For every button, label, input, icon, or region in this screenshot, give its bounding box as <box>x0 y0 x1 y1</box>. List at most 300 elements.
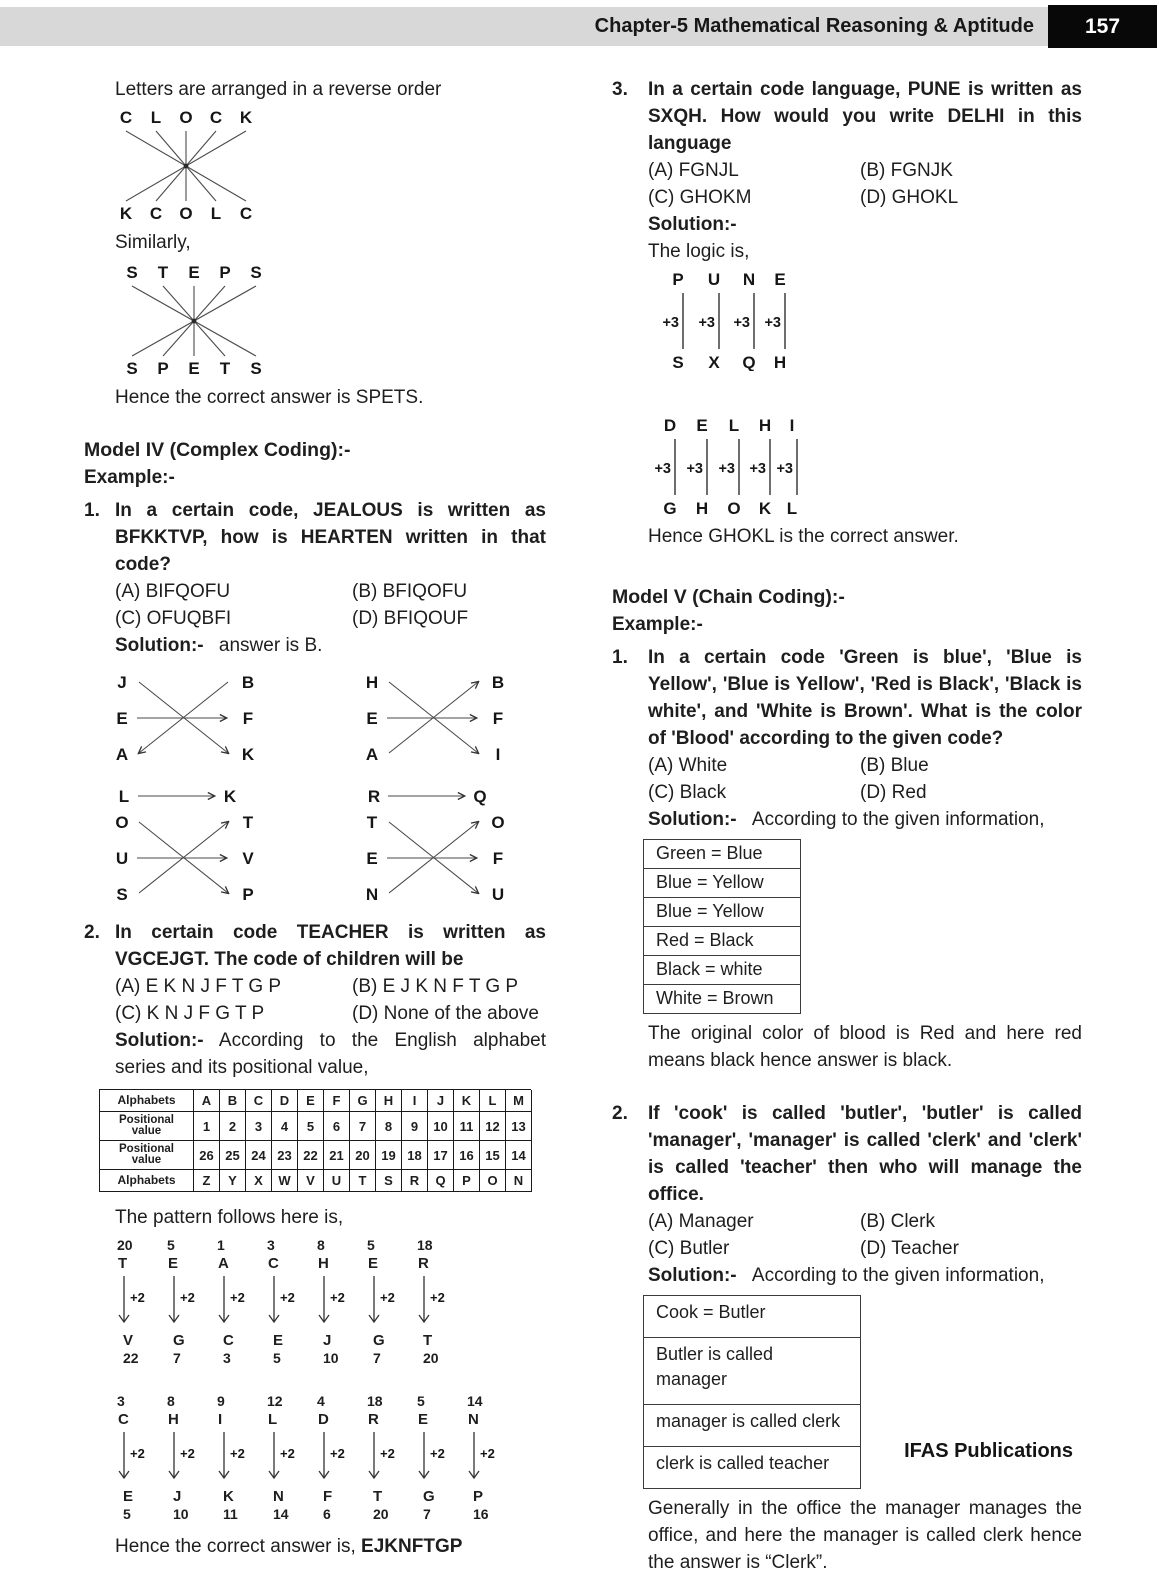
question-2-right-options <box>612 1208 1082 1262</box>
alphabet-cell: U <box>324 1170 350 1192</box>
diagram-letter: P <box>672 270 684 289</box>
diagram-letter: L <box>210 204 222 223</box>
question-2-right <box>612 1100 1082 1208</box>
alphabet-cell: S <box>376 1170 402 1192</box>
chain-table-row: Green = Blue <box>644 840 800 869</box>
diagram-letter: T <box>242 813 254 832</box>
diagram-letter: E <box>366 709 378 728</box>
diagram-letter: U <box>115 849 129 868</box>
plus-two-arrow <box>317 1431 349 1485</box>
shift-label: +2 <box>430 1290 445 1305</box>
right-column <box>612 76 1082 1576</box>
diagram-letter: J <box>117 673 127 692</box>
shift-label: +3 <box>733 315 750 331</box>
position-cell: 13 <box>506 1112 532 1141</box>
publisher-name: IFAS Publications <box>904 1440 1073 1462</box>
solution-label: Solution:- <box>648 214 737 235</box>
top-letter: E <box>368 1255 379 1272</box>
alphabet-cell: O <box>480 1170 506 1192</box>
question-3-options <box>612 157 1082 211</box>
diagram-letter: C <box>149 204 163 223</box>
conclusion-text: Hence the correct answer is, <box>115 1536 362 1557</box>
question-number: 1. <box>612 647 628 668</box>
position-cell: 22 <box>298 1141 324 1170</box>
diagram-letter: U <box>491 885 505 904</box>
bottom-position-value: 11 <box>223 1506 238 1522</box>
clock-reversal-diagram <box>112 109 262 223</box>
position-cell: 1 <box>194 1112 220 1141</box>
position-cell: 19 <box>376 1141 402 1170</box>
top-letter: T <box>118 1255 128 1272</box>
option-item: (B) Blue <box>860 755 929 776</box>
alphabet-cell: R <box>402 1170 428 1192</box>
question-1-options <box>84 578 546 632</box>
position-cell: 3 <box>246 1112 272 1141</box>
diagram-letter: Q <box>742 353 756 371</box>
diagram-letter: P <box>242 885 254 904</box>
bottom-position-value: 5 <box>273 1350 281 1366</box>
model-v-heading: Model V (Chain Coding):- <box>612 586 845 608</box>
alphabet-cell: W <box>272 1170 298 1192</box>
question-2-right-solution <box>612 1262 1082 1289</box>
question-3-conclusion: Hence GHOKL is the correct answer. <box>648 526 959 547</box>
chain-table-row: Black = white <box>644 956 800 985</box>
pune-code-diagram <box>638 269 818 371</box>
table-row-label: Positional value <box>100 1141 194 1170</box>
diagram-letter: K <box>239 109 253 127</box>
diagram-letter: A <box>365 745 379 764</box>
bottom-position-value: 20 <box>423 1350 439 1366</box>
diagram-letter: L <box>150 109 162 127</box>
option-item: (A) BIFQOFU <box>115 581 231 602</box>
steps-conclusion: Hence the correct answer is SPETS. <box>115 387 424 408</box>
top-letter: R <box>368 1411 379 1428</box>
plus-two-arrow <box>317 1275 349 1329</box>
conclusion-answer: EJKNFTGP <box>361 1536 463 1557</box>
alphabet-cell: Q <box>428 1170 454 1192</box>
alphabet-cell: E <box>298 1090 324 1112</box>
position-cell: 11 <box>454 1112 480 1141</box>
chapter-header-bar <box>0 7 1048 46</box>
diagram-letter: I <box>495 745 501 764</box>
option-item: (D) BFIQOUF <box>352 608 469 629</box>
diagram-letter: Q <box>473 787 487 806</box>
pattern-intro: The pattern follows here is, <box>115 1207 344 1228</box>
bottom-letter: G <box>373 1332 385 1349</box>
diagram-letter: H <box>758 416 772 435</box>
alphabet-cell: X <box>246 1170 272 1192</box>
top-letter: A <box>218 1255 229 1272</box>
top-letter: I <box>218 1411 223 1428</box>
bottom-letter: C <box>223 1332 234 1349</box>
top-position-value: 20 <box>117 1237 133 1253</box>
pattern-column <box>167 1393 217 1523</box>
shift-label: +2 <box>280 1290 295 1305</box>
position-cell: 25 <box>220 1141 246 1170</box>
table-row-label: Alphabets <box>100 1090 194 1112</box>
shift-label: +3 <box>718 461 735 477</box>
bottom-letter: G <box>423 1488 435 1505</box>
option-item: (C) K N J F G T P <box>115 1003 265 1024</box>
option-item: (C) GHOKM <box>648 187 752 208</box>
shift-label: +3 <box>662 315 679 331</box>
top-position-value: 3 <box>267 1237 275 1253</box>
bottom-letter: F <box>323 1488 333 1505</box>
solution-text: answer is B. <box>218 635 323 656</box>
pattern-column <box>117 1393 167 1523</box>
shift-label: +2 <box>230 1290 245 1305</box>
diagram-letter: E <box>188 359 200 378</box>
top-position-value: 18 <box>417 1237 433 1253</box>
solution-label: Solution:- <box>648 1265 737 1286</box>
plus-two-arrow <box>417 1275 449 1329</box>
top-position-value: 4 <box>317 1393 325 1409</box>
diagram-letter: K <box>223 787 237 806</box>
position-cell: 7 <box>350 1112 376 1141</box>
position-cell: 24 <box>246 1141 272 1170</box>
question-2-options <box>84 973 546 1027</box>
question-3 <box>612 76 1082 157</box>
diagram-letter: O <box>491 813 505 832</box>
diagram-letter: E <box>188 264 200 282</box>
bottom-position-value: 5 <box>123 1506 131 1522</box>
diagram-letter: L <box>786 499 798 517</box>
bottom-position-value: 10 <box>173 1506 189 1522</box>
table-row-label: Positional value <box>100 1112 194 1141</box>
bottom-position-value: 22 <box>123 1350 139 1366</box>
chain-table-row: Blue = Yellow <box>644 898 800 927</box>
arrow-pair-rq <box>334 769 546 809</box>
mapping-diagram-ten <box>360 809 510 909</box>
top-position-value: 1 <box>217 1237 225 1253</box>
bottom-position-value: 16 <box>473 1506 489 1522</box>
diagram-letter: B <box>491 673 505 692</box>
model-iv-heading: Model IV (Complex Coding):- <box>84 439 351 461</box>
solution-label: Solution:- <box>115 635 204 656</box>
top-letter: E <box>418 1411 429 1428</box>
position-cell: 6 <box>324 1112 350 1141</box>
diagram-letter: G <box>663 499 677 517</box>
question-text: If 'cook' is called 'butler', 'butler' is called 'manager', 'manager' is called 'clerk' and 'clerk' is called 'teacher' then who will manage the office. <box>648 1103 1082 1205</box>
option-item: (A) FGNJL <box>648 160 739 181</box>
shift-label: +3 <box>749 461 766 477</box>
bottom-letter: V <box>123 1332 134 1349</box>
position-cell: 9 <box>402 1112 428 1141</box>
pattern-column <box>367 1393 417 1523</box>
diagram-letter: F <box>492 849 504 868</box>
question-number: 2. <box>612 1103 628 1124</box>
position-cell: 14 <box>506 1141 532 1170</box>
top-letter: L <box>268 1411 278 1428</box>
position-cell: 26 <box>194 1141 220 1170</box>
alphabet-cell: C <box>246 1090 272 1112</box>
plus-two-arrow <box>417 1431 449 1485</box>
question-2-conclusion <box>84 1533 546 1560</box>
diagram-letter: B <box>241 673 255 692</box>
bottom-letter: J <box>323 1332 332 1349</box>
cook-conclusion: Generally in the office the manager manages the office, and here the manager is called clerk hence the answer is “Clerk”. <box>648 1498 1082 1573</box>
alphabet-cell: J <box>428 1090 454 1112</box>
position-cell: 4 <box>272 1112 298 1141</box>
shift-label: +3 <box>654 461 671 477</box>
diagram-letter: L <box>118 787 130 806</box>
top-letter: E <box>168 1255 179 1272</box>
solution-label: Solution:- <box>115 1030 204 1051</box>
top-position-value: 5 <box>367 1237 375 1253</box>
diagram-letter: X <box>708 353 720 371</box>
option-item: (C) Black <box>648 782 727 803</box>
top-letter: N <box>468 1411 479 1428</box>
diagram-letter: E <box>774 270 786 289</box>
alphabet-cell: D <box>272 1090 298 1112</box>
shift-label: +3 <box>776 461 793 477</box>
alphabet-cell: V <box>298 1170 324 1192</box>
position-cell: 18 <box>402 1141 428 1170</box>
option-item: (D) None of the above <box>352 1003 539 1024</box>
chain-table-row: manager is called clerk <box>644 1405 860 1447</box>
diagram-letter: I <box>789 416 795 435</box>
letter-mapping-diagrams <box>84 669 546 909</box>
shift-label: +2 <box>180 1290 195 1305</box>
shift-label: +3 <box>686 461 703 477</box>
plus-two-arrow <box>117 1431 149 1485</box>
question-number: 2. <box>84 922 100 943</box>
bottom-position-value: 20 <box>373 1506 389 1522</box>
alphabet-cell: A <box>194 1090 220 1112</box>
intro-text: Letters are arranged in a reverse order <box>115 79 442 100</box>
occupation-chain-table <box>643 1295 861 1489</box>
bottom-position-value: 14 <box>273 1506 289 1522</box>
alphabet-cell: B <box>220 1090 246 1112</box>
plus-two-arrow <box>467 1431 499 1485</box>
teacher-pattern-diagram <box>117 1237 546 1367</box>
pattern-column <box>317 1393 367 1523</box>
option-item: (D) Teacher <box>860 1238 959 1259</box>
alphabet-cell: T <box>350 1170 376 1192</box>
top-position-value: 14 <box>467 1393 483 1409</box>
chain-table-row: Red = Black <box>644 927 800 956</box>
top-letter: D <box>318 1411 329 1428</box>
diagram-letter: A <box>115 745 129 764</box>
diagram-letter: H <box>773 353 787 371</box>
option-item: (A) White <box>648 755 728 776</box>
pattern-column <box>417 1393 467 1523</box>
option-item: (A) Manager <box>648 1211 754 1232</box>
diagram-letter: K <box>758 499 772 517</box>
diagram-letter: O <box>115 813 129 832</box>
diagram-letter: O <box>727 499 741 517</box>
diagram-letter: U <box>707 270 721 289</box>
bottom-letter: E <box>123 1488 134 1505</box>
bottom-position-value: 10 <box>323 1350 339 1366</box>
chain-table-row: Cook = Butler <box>644 1296 860 1338</box>
position-cell: 21 <box>324 1141 350 1170</box>
chain-conclusion: The original color of blood is Red and here red means black hence answer is black. <box>648 1023 1082 1071</box>
diagram-letter: P <box>157 359 169 378</box>
top-position-value: 5 <box>167 1237 175 1253</box>
mapping-diagram-jea <box>110 669 260 769</box>
alphabet-cell: Z <box>194 1170 220 1192</box>
mapping-diagram-hea <box>360 669 510 769</box>
pattern-column <box>217 1237 267 1367</box>
chain-table-row: White = Brown <box>656 988 774 1008</box>
diagram-letter: P <box>219 264 231 282</box>
top-letter: C <box>268 1255 279 1272</box>
example-label: Example:- <box>84 467 175 488</box>
pattern-column <box>467 1393 517 1523</box>
chain-table-row: Butler is called manager <box>644 1338 860 1405</box>
diagram-letter: E <box>696 416 708 435</box>
mapping-diagram-ous <box>110 809 260 909</box>
diagram-letter: T <box>157 264 169 282</box>
pattern-column <box>267 1237 317 1367</box>
alphabet-cell: N <box>506 1170 532 1192</box>
diagram-letter: K <box>241 745 255 764</box>
question-2-solution <box>84 1027 546 1081</box>
top-position-value: 8 <box>317 1237 325 1253</box>
diagram-letter: H <box>365 673 379 692</box>
option-item: (B) FGNJK <box>860 160 953 181</box>
bottom-position-value: 3 <box>223 1350 231 1366</box>
question-1 <box>84 497 546 578</box>
plus-two-arrow <box>367 1431 399 1485</box>
plus-two-arrow <box>217 1431 249 1485</box>
position-cell: 2 <box>220 1112 246 1141</box>
alphabet-cell: K <box>454 1090 480 1112</box>
children-pattern-diagram <box>117 1393 546 1523</box>
alphabet-cell: L <box>480 1090 506 1112</box>
bottom-letter: P <box>473 1488 484 1505</box>
diagram-letter: V <box>242 849 254 868</box>
diagram-letter: L <box>728 416 740 435</box>
arrow-pair-lk <box>84 769 334 809</box>
diagram-letter: T <box>219 359 231 378</box>
question-text: In certain code TEACHER is written as VGCEJGT. The code of children will be <box>115 922 546 970</box>
table-row-label: Alphabets <box>100 1170 194 1192</box>
top-letter: H <box>168 1411 179 1428</box>
plus-two-arrow <box>117 1275 149 1329</box>
pattern-column <box>267 1393 317 1523</box>
plus-two-arrow <box>267 1431 299 1485</box>
option-item: (C) Butler <box>648 1238 730 1259</box>
diagram-letter: S <box>250 264 262 282</box>
question-number: 3. <box>612 79 628 100</box>
chain-table-row: clerk is called teacher <box>656 1453 830 1473</box>
option-item: (D) Red <box>860 782 927 803</box>
option-item: (C) OFUQBFI <box>115 608 232 629</box>
diagram-letter: C <box>239 204 253 223</box>
diagram-letter: S <box>126 264 138 282</box>
diagram-letter: D <box>663 416 677 435</box>
option-item: (D) GHOKL <box>860 187 959 208</box>
top-position-value: 12 <box>267 1393 283 1409</box>
chain-table-row: Blue = Yellow <box>644 869 800 898</box>
pattern-column <box>367 1237 417 1367</box>
chapter-title: Chapter-5 Mathematical Reasoning & Aptitude <box>594 15 1034 37</box>
position-cell: 10 <box>428 1112 454 1141</box>
diagram-letter: K <box>119 204 133 223</box>
position-cell: 12 <box>480 1112 506 1141</box>
shift-label: +2 <box>480 1446 495 1461</box>
position-cell: 8 <box>376 1112 402 1141</box>
cross-point-dot <box>184 164 189 169</box>
top-position-value: 8 <box>167 1393 175 1409</box>
diagram-letter: F <box>492 709 504 728</box>
option-item: (B) Clerk <box>860 1211 935 1232</box>
plus-two-arrow <box>167 1275 199 1329</box>
shift-label: +2 <box>130 1290 145 1305</box>
diagram-letter: F <box>242 709 254 728</box>
diagram-letter: E <box>366 849 378 868</box>
page-number-badge: 157 <box>1048 5 1157 48</box>
bottom-letter: E <box>273 1332 284 1349</box>
shift-label: +2 <box>130 1446 145 1461</box>
diagram-letter: O <box>179 204 193 223</box>
alphabet-position-table <box>99 1089 531 1192</box>
shift-label: +2 <box>380 1446 395 1461</box>
position-cell: 16 <box>454 1141 480 1170</box>
diagram-letter: N <box>742 270 756 289</box>
top-position-value: 9 <box>217 1393 225 1409</box>
position-cell: 23 <box>272 1141 298 1170</box>
bottom-letter: J <box>173 1488 182 1505</box>
solution-label: Solution:- <box>648 809 737 830</box>
shift-label: +2 <box>330 1446 345 1461</box>
shift-label: +2 <box>430 1446 445 1461</box>
solution-text: According to the given information, <box>751 1265 1045 1286</box>
pattern-column <box>317 1237 367 1367</box>
similarly-text: Similarly, <box>115 232 191 253</box>
shift-label: +2 <box>280 1446 295 1461</box>
plus-two-arrow <box>217 1275 249 1329</box>
diagram-letter: E <box>116 709 128 728</box>
plus-two-arrow <box>167 1431 199 1485</box>
diagram-letter: O <box>179 109 193 127</box>
question-number: 1. <box>84 500 100 521</box>
bottom-letter: T <box>423 1332 433 1349</box>
bottom-letter: K <box>223 1488 234 1505</box>
alphabet-cell: Y <box>220 1170 246 1192</box>
alphabet-cell: P <box>454 1170 480 1192</box>
pattern-column <box>417 1237 467 1367</box>
diagram-letter: R <box>367 787 381 806</box>
top-position-value: 5 <box>417 1393 425 1409</box>
question-1-right-solution <box>612 806 1082 833</box>
steps-reversal-diagram <box>118 264 274 378</box>
position-cell: 5 <box>298 1112 324 1141</box>
alphabet-cell: H <box>376 1090 402 1112</box>
bottom-position-value: 7 <box>173 1350 181 1366</box>
shift-label: +2 <box>380 1290 395 1305</box>
bottom-letter: G <box>173 1332 185 1349</box>
diagram-letter: T <box>366 813 378 832</box>
diagram-letter: H <box>695 499 709 517</box>
solution-text: According to the given information, <box>751 809 1045 830</box>
bottom-letter: N <box>273 1488 284 1505</box>
top-letter: C <box>118 1411 129 1428</box>
left-column <box>84 76 546 1560</box>
bottom-position-value: 6 <box>323 1506 331 1522</box>
color-chain-table <box>643 839 801 1014</box>
alphabet-cell: G <box>350 1090 376 1112</box>
question-text: In a certain code 'Green is blue', 'Blue is Yellow', 'Blue is Yellow', 'Red is Black', 'Black is white', and 'White is Brown'. What is the color of 'Blood' according to the given code? <box>648 647 1082 749</box>
diagram-letter: S <box>116 885 128 904</box>
diagram-letter: C <box>119 109 133 127</box>
plus-two-arrow <box>367 1275 399 1329</box>
option-item: (B) E J K N F T G P <box>352 976 519 997</box>
example-label: Example:- <box>612 614 703 635</box>
position-cell: 20 <box>350 1141 376 1170</box>
